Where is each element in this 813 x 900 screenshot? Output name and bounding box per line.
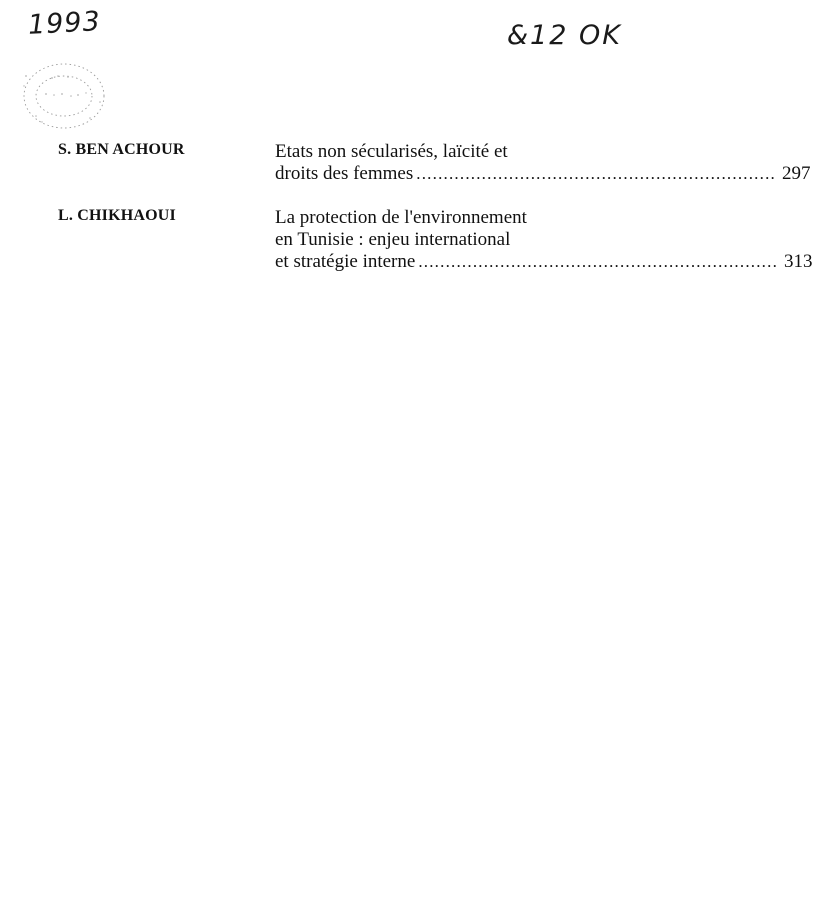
dot-leader: .................................................................. (418, 252, 779, 271)
entry-title-line: et stratégie interne (275, 251, 416, 272)
entry-author: S. BEN ACHOUR (58, 141, 185, 158)
dot-leader: .................................................................. (416, 164, 776, 183)
entry-title-block (275, 141, 811, 185)
entry-title-line: droits des femmes (275, 163, 414, 184)
entry-title-last-line (275, 163, 811, 185)
entry-page-number: 297 (781, 163, 811, 184)
entry-title-last-line (275, 251, 813, 273)
handwritten-reference: &12 OK (507, 20, 622, 51)
entry-title-line: Etats non sécularisés, laïcité et (275, 141, 508, 162)
entry-title-line: La protection de l'environnement (275, 207, 527, 228)
entry-author: L. CHIKHAOUI (58, 207, 176, 224)
entry-title-block (275, 207, 813, 273)
handwritten-year: 1993 (27, 6, 102, 41)
entry-title-line: en Tunisie : enjeu international (275, 229, 511, 250)
entry-page-number: 313 (784, 251, 813, 272)
